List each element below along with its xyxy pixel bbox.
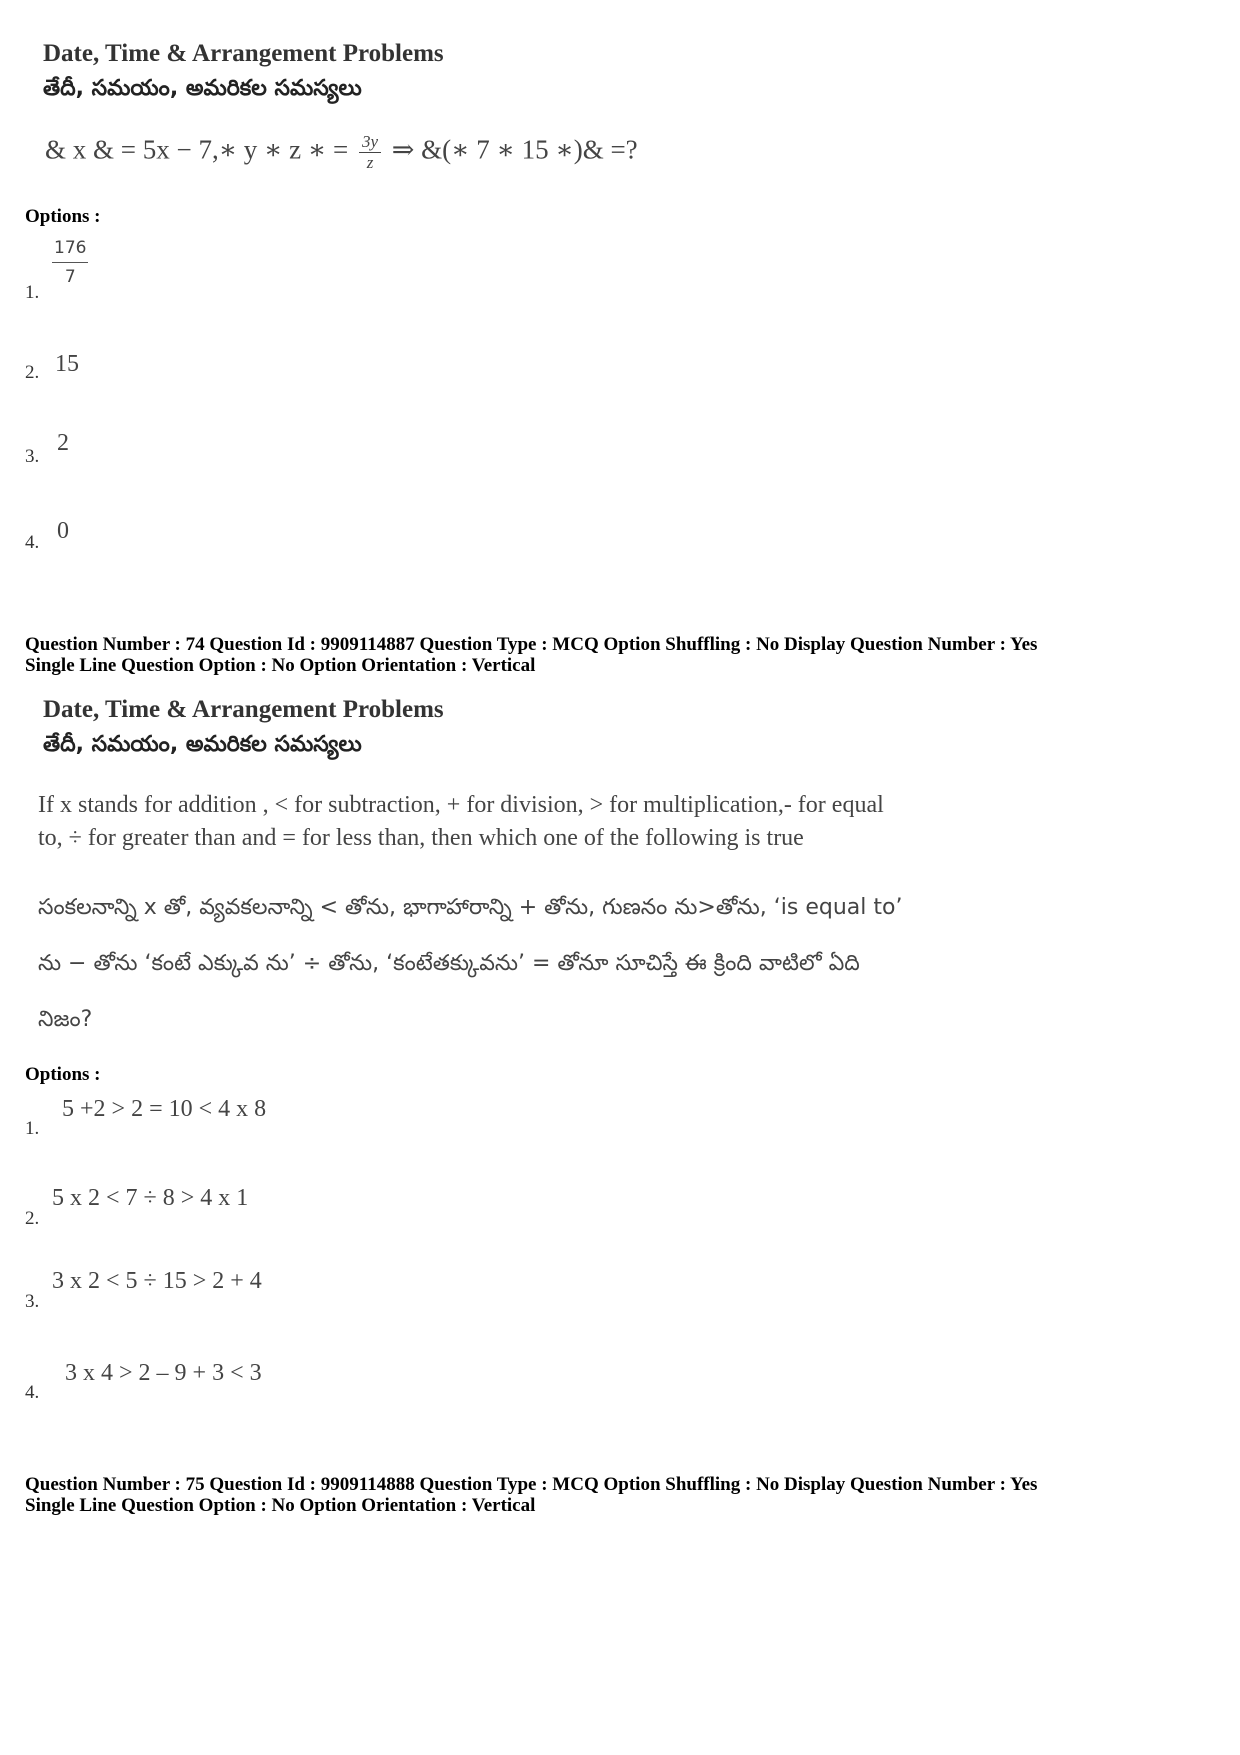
option-1-denominator: 7: [64, 267, 76, 287]
question-74-telugu-line-3: నిజం?: [38, 1007, 93, 1032]
question-73-options-label: Options :: [25, 206, 101, 227]
option-number: 2.: [25, 362, 40, 383]
option-number: 3.: [25, 1291, 40, 1312]
question-74-meta: [25, 634, 1037, 676]
question-75-meta-line-2: Single Line Question Option : No Option Orientation : Vertical: [25, 1495, 536, 1516]
question-75-meta-line-1: Question Number : 75 Question Id : 9909114888 Question Type : MCQ Option Shuffling : No Display Question Number : Yes: [25, 1474, 1038, 1495]
option-4-value: 3 x 4 > 2 – 9 + 3 < 3: [65, 1360, 262, 1386]
option-1-value: 5 +2 > 2 = 10 < 4 x 8: [62, 1096, 267, 1122]
question-74-text: [38, 789, 884, 855]
question-73-formula: [45, 132, 638, 173]
option-number: 2.: [25, 1208, 40, 1229]
option-1-numerator: 176: [52, 234, 88, 263]
question-73-heading: Date, Time & Arrangement Problems: [43, 40, 444, 67]
option-number: 4.: [25, 532, 40, 553]
formula-fraction-numerator: 3y: [359, 132, 381, 153]
question-74-telugu-line-1: సంకలనాన్ని x తో, వ్యవకలనాన్ని < తోను, భాగాహారాన్ని + తోను, గుణనం ను>తోను, ‘is equal to’: [38, 895, 903, 920]
formula-part-1: & x & = 5x − 7,∗ y ∗ z ∗ =: [45, 134, 349, 165]
question-73-heading-telugu: తేదీ, సమయం, అమరికల సమస్యలు: [43, 76, 362, 101]
option-number: 3.: [25, 446, 40, 467]
question-74-text-line-1: If x stands for addition , < for subtraction, + for division, > for multiplication,- for equal: [38, 792, 884, 818]
question-74-heading-telugu: తేదీ, సమయం, అమరికల సమస్యలు: [43, 732, 362, 757]
question-74-meta-line-2: Single Line Question Option : No Option Orientation : Vertical: [25, 655, 536, 676]
option-number: 1.: [25, 282, 40, 303]
formula-fraction-denominator: z: [366, 153, 374, 172]
question-74-meta-line-1: Question Number : 74 Question Id : 9909114887 Question Type : MCQ Option Shuffling : No Display Question Number : Yes: [25, 634, 1038, 655]
question-74-heading: Date, Time & Arrangement Problems: [43, 696, 444, 723]
option-2-value: 5 x 2 < 7 ÷ 8 > 4 x 1: [52, 1185, 249, 1211]
question-74-options-label: Options :: [25, 1064, 101, 1085]
option-1-fraction: [52, 234, 88, 291]
option-number: 1.: [25, 1118, 40, 1139]
option-3-value: 3 x 2 < 5 ÷ 15 > 2 + 4: [52, 1268, 262, 1294]
question-74-text-line-2: to, ÷ for greater than and = for less than, then which one of the following is true: [38, 825, 804, 851]
question-75-meta: [25, 1474, 1037, 1516]
option-3-value: 2: [57, 430, 69, 456]
option-2-value: 15: [55, 351, 79, 377]
option-number: 4.: [25, 1382, 40, 1403]
option-4-value: 0: [57, 518, 69, 544]
formula-part-2: ⇒ &(∗ 7 ∗ 15 ∗)& =?: [391, 134, 638, 165]
formula-fraction: [359, 132, 381, 173]
question-74-telugu-line-2: ను − తోను ‘కంటే ఎక్కువ ను’ ÷ తోను, ‘కంటేతక్కువను’ = తోనూ సూచిస్తే ఈ క్రింది వాటిలో ఏది: [38, 951, 860, 976]
